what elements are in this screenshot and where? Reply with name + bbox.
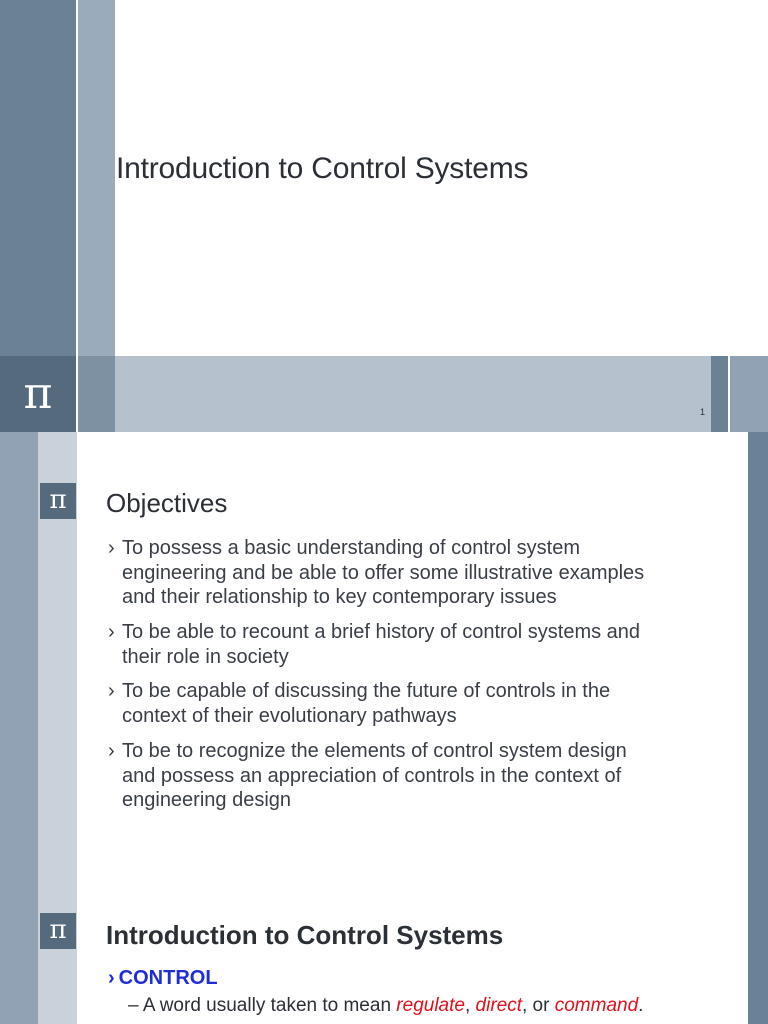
objectives-heading: Objectives [106, 488, 228, 518]
definition-separator: , or [522, 995, 550, 1016]
bullet-marker-icon: › [108, 967, 115, 989]
footer-band-segment [78, 356, 115, 432]
bullet-marker-icon: › [108, 740, 115, 762]
slide1-left-strip [78, 0, 115, 356]
objective-bullet [108, 536, 708, 610]
definition-dash: – [128, 995, 139, 1016]
control-item [108, 967, 218, 990]
objective-bullet [108, 620, 708, 669]
bullet-text: To be capable of discussing the future of controls in the context of their evolutionary pathways [122, 680, 611, 727]
definition-prefix: A word usually taken to mean [142, 995, 392, 1016]
control-label: CONTROL [118, 967, 218, 989]
pi-logo-icon: π [0, 356, 76, 432]
bullet-marker-icon: › [108, 680, 115, 702]
definition-word-direct: direct [475, 995, 522, 1016]
page-number: 1 [700, 407, 706, 417]
definition-word-command: command [554, 995, 639, 1016]
slide1-title: Introduction to Control Systems [116, 152, 529, 185]
slide-right-strip [748, 432, 768, 1024]
pi-logo-icon: π [40, 913, 76, 949]
bullet-text: To possess a basic understanding of control system engineering and be able to offer some illustrative examples and their relationship to key contemporary issues [122, 537, 645, 608]
slide1-left-panel [0, 0, 76, 356]
footer-band-segment [711, 356, 728, 432]
footer-band-segment [730, 356, 768, 432]
definition-word-regulate: regulate [396, 995, 465, 1016]
pi-logo-icon: π [40, 483, 76, 519]
definition-separator: , [464, 995, 471, 1016]
bullet-marker-icon: › [108, 621, 115, 643]
control-definition [128, 995, 643, 1017]
objective-bullet [108, 739, 708, 813]
bullet-text: To be able to recount a brief history of control systems and their role in society [122, 621, 641, 668]
footer-band [115, 356, 711, 432]
bullet-text: To be to recognize the elements of control system design and possess an appreciation of controls in the context of engineering design [122, 740, 627, 811]
objective-bullet [108, 679, 708, 728]
slide3-heading: Introduction to Control Systems [106, 920, 504, 950]
slide-left-panel [0, 432, 38, 1024]
definition-end: . [638, 995, 644, 1016]
bullet-marker-icon: › [108, 537, 115, 559]
